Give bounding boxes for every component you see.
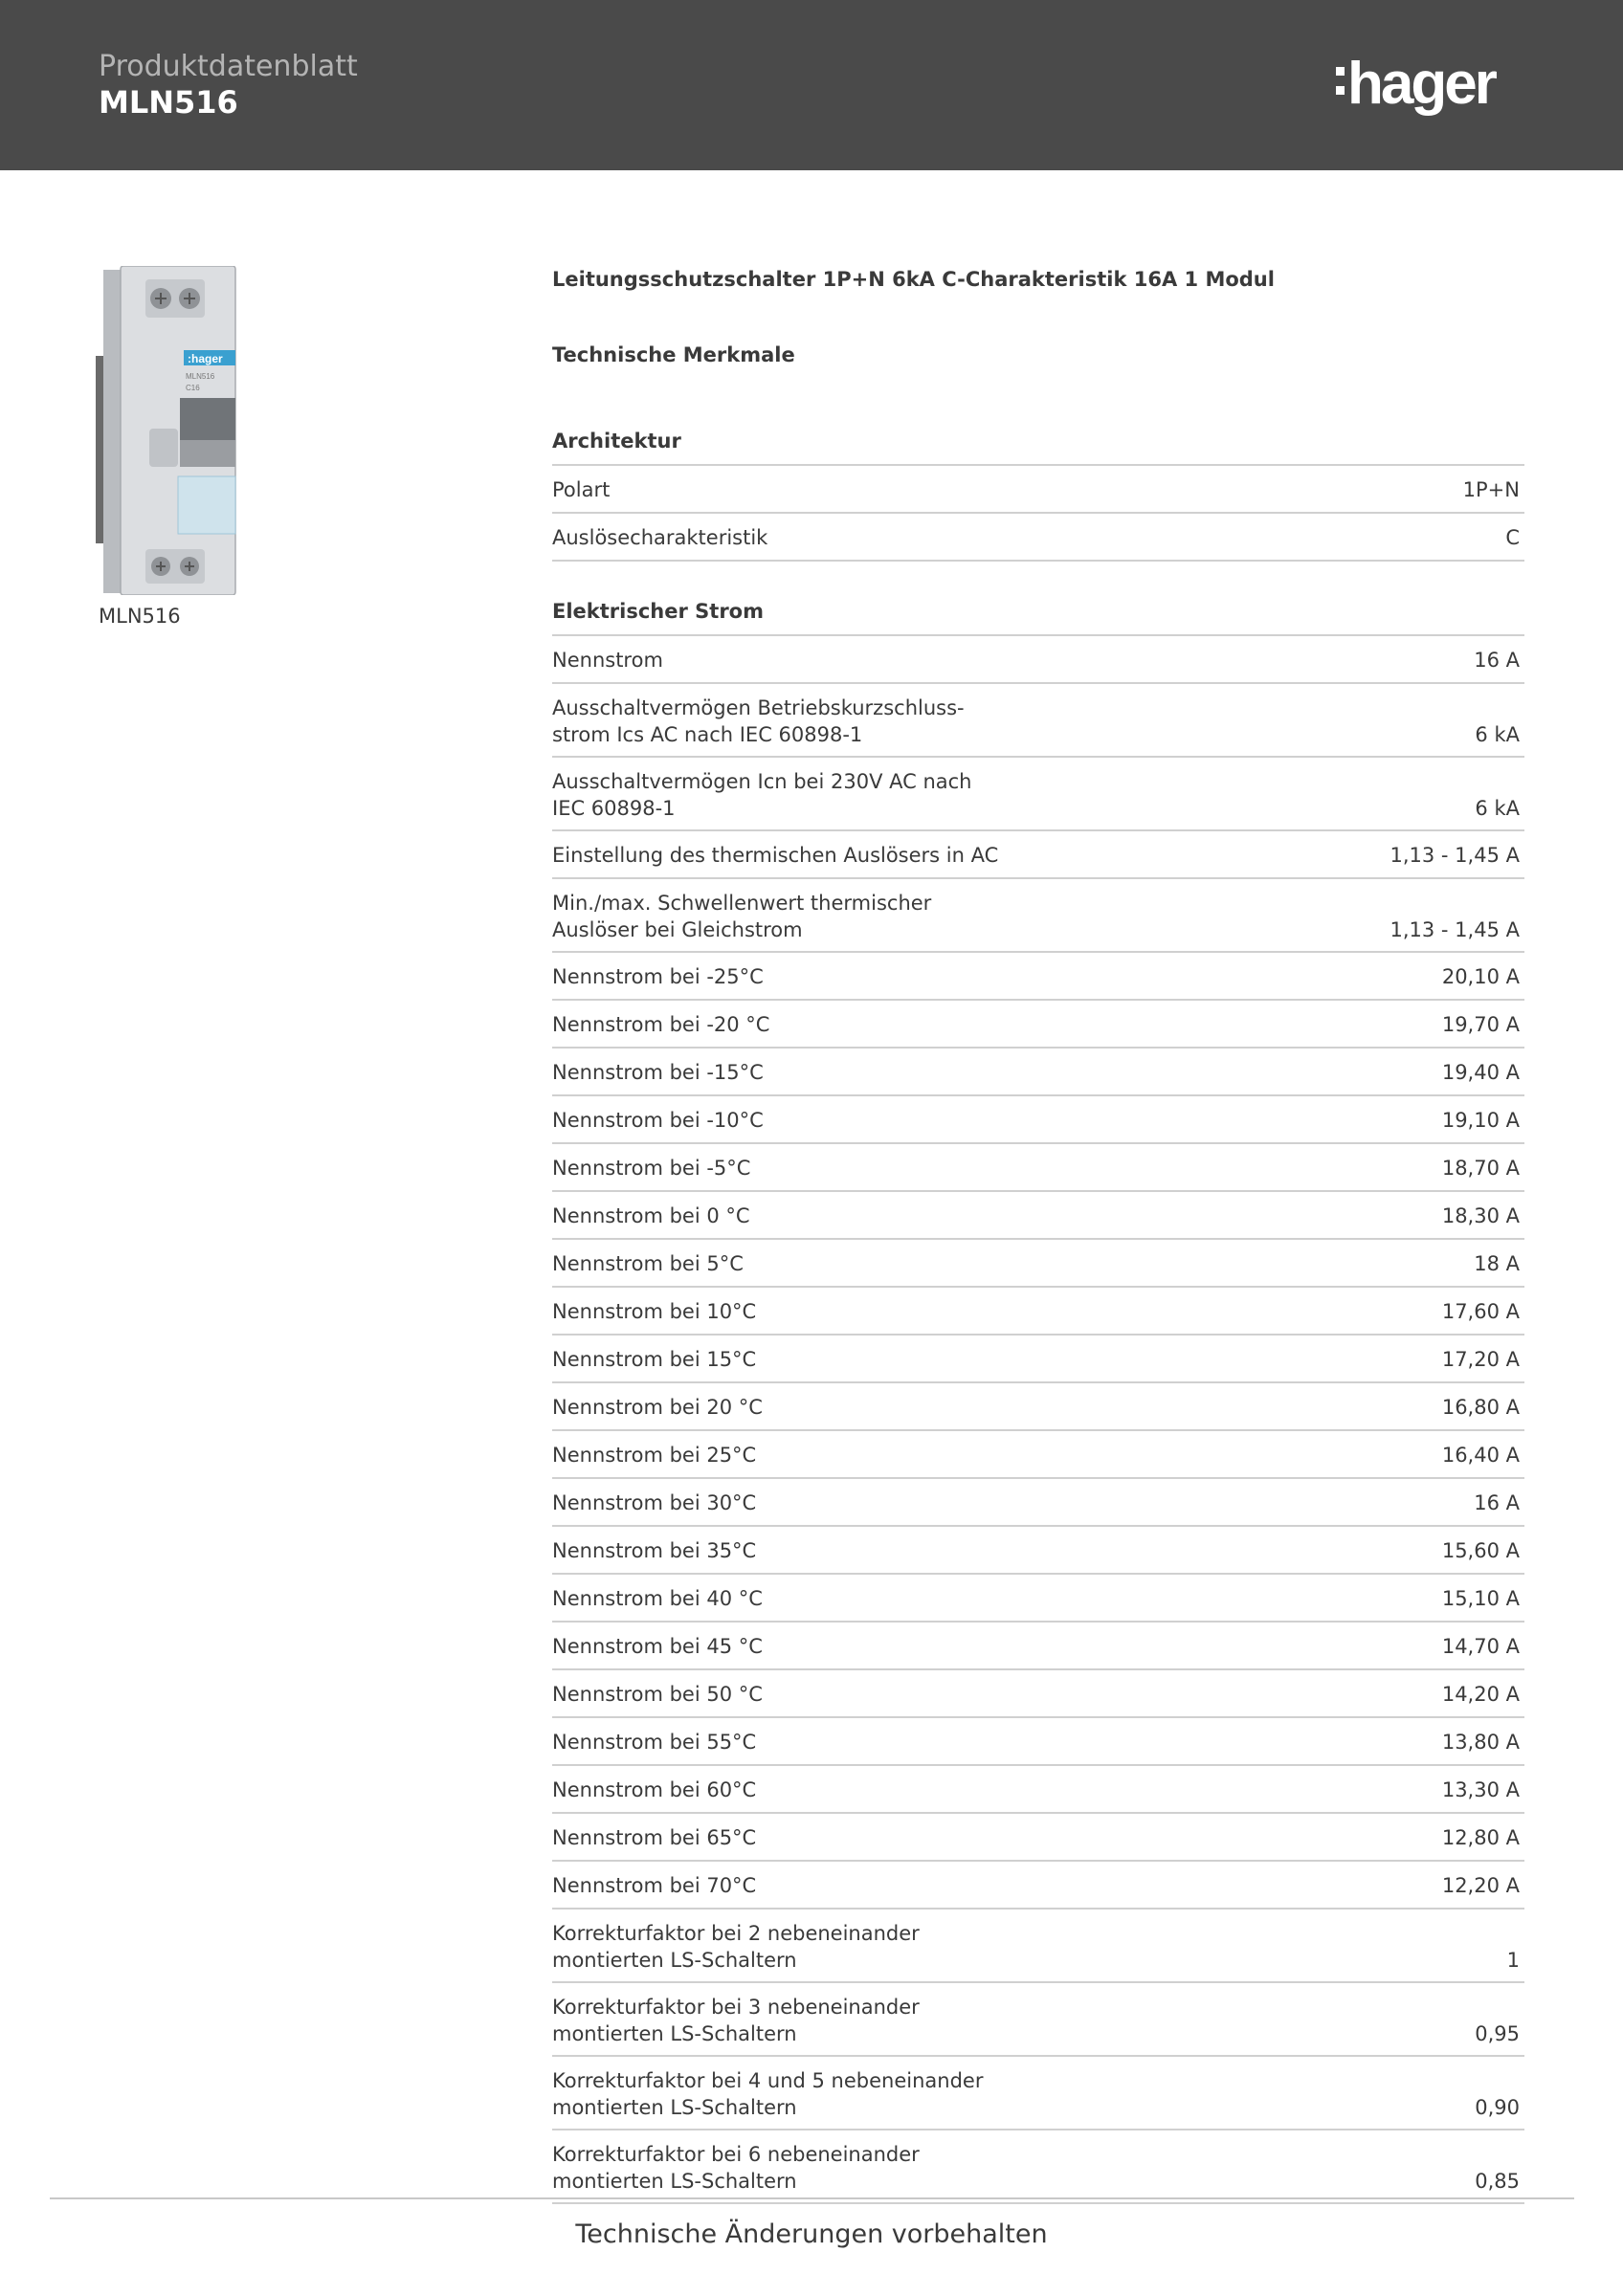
spec-label: Nennstrom bei 40 °C [552, 1587, 763, 1610]
spec-row [552, 1001, 1524, 1049]
spec-value: 6 kA [1475, 723, 1520, 746]
spec-row [552, 1766, 1524, 1814]
spec-value: 6 kA [1475, 797, 1520, 820]
spec-row [552, 1336, 1524, 1383]
spec-row [552, 1814, 1524, 1862]
spec-value: 17,20 A [1441, 1348, 1520, 1371]
spec-value: 14,20 A [1441, 1683, 1520, 1706]
spec-row [552, 1383, 1524, 1431]
footer-note: Technische Änderungen vorbehalten [575, 2219, 1048, 2249]
spec-label: Einstellung des thermischen Auslösers in AC [552, 844, 999, 867]
spec-row [552, 1192, 1524, 1240]
spec-row [552, 636, 1524, 684]
spec-row [552, 1096, 1524, 1144]
spec-value: 18 A [1474, 1252, 1520, 1275]
spec-row [552, 879, 1524, 953]
spec-value: C [1505, 526, 1520, 549]
spec-value: 13,80 A [1441, 1731, 1520, 1754]
spec-value: 1 [1506, 1949, 1520, 1972]
spec-label: Ausschaltvermögen Betriebskurzschluss- strom Ics AC nach IEC 60898-1 [552, 696, 965, 746]
spec-row [552, 684, 1524, 758]
spec-rows [552, 636, 1524, 2204]
spec-label: Auslösecharakteristik [552, 526, 768, 549]
spec-section-heading: Architektur [552, 428, 1524, 466]
spec-row [552, 1240, 1524, 1288]
spec-row [552, 2057, 1524, 2130]
footer-divider [50, 2197, 1574, 2199]
product-image [96, 266, 258, 595]
spec-label: Nennstrom bei 20 °C [552, 1396, 763, 1419]
spec-row [552, 1431, 1524, 1479]
spec-section-heading: Elektrischer Strom [552, 598, 1524, 636]
spec-row [552, 1144, 1524, 1192]
spec-value: 1,13 - 1,45 A [1390, 844, 1520, 867]
spec-row [552, 1862, 1524, 1910]
hager-logo [1332, 46, 1523, 122]
spec-row [552, 1623, 1524, 1670]
spec-label: Nennstrom bei 45 °C [552, 1635, 763, 1658]
spec-label: Nennstrom bei 60°C [552, 1778, 757, 1801]
spec-label: Korrekturfaktor bei 2 nebeneinander montierten LS-Schaltern [552, 1922, 920, 1972]
spec-value: 19,10 A [1441, 1109, 1520, 1132]
device-rating: C16 [186, 384, 200, 392]
spec-label: Nennstrom bei 55°C [552, 1731, 757, 1754]
spec-label: Nennstrom bei 65°C [552, 1826, 757, 1849]
product-title: Leitungsschutzschalter 1P+N 6kA C-Charakteristik 16A 1 Modul [552, 268, 1275, 291]
spec-label: Ausschaltvermögen Icn bei 230V AC nach IEC 60898-1 [552, 770, 972, 820]
spec-value: 18,70 A [1441, 1157, 1520, 1180]
product-image-caption: MLN516 [99, 605, 181, 628]
spec-value: 19,70 A [1441, 1013, 1520, 1036]
spec-label: Nennstrom [552, 649, 663, 672]
spec-value: 12,80 A [1441, 1826, 1520, 1849]
spec-value: 19,40 A [1441, 1061, 1520, 1084]
spec-value: 14,70 A [1441, 1635, 1520, 1658]
hager-logo-text: hager [1347, 51, 1495, 117]
document-type: Produktdatenblatt [99, 50, 358, 83]
spec-row [552, 1718, 1524, 1766]
spec-value: 13,30 A [1441, 1778, 1520, 1801]
spec-value: 0,85 [1475, 2170, 1520, 2193]
spec-section-architektur [552, 428, 1524, 562]
spec-label: Korrekturfaktor bei 4 und 5 nebeneinander montierten LS-Schaltern [552, 2069, 984, 2119]
spec-label: Korrekturfaktor bei 6 nebeneinander montierten LS-Schaltern [552, 2143, 920, 2193]
spec-value: 0,90 [1475, 2096, 1520, 2119]
spec-value: 16 A [1474, 1491, 1520, 1514]
spec-label: Nennstrom bei 5°C [552, 1252, 744, 1275]
device-model: MLN516 [186, 372, 215, 381]
spec-section-elektrischer-strom [552, 598, 1524, 2204]
section-title: Technische Merkmale [552, 343, 795, 366]
spec-label: Nennstrom bei -5°C [552, 1157, 751, 1180]
spec-row [552, 2130, 1524, 2204]
spec-label: Korrekturfaktor bei 3 nebeneinander montierten LS-Schaltern [552, 1996, 920, 2045]
spec-value: 0,95 [1475, 2022, 1520, 2045]
spec-row [552, 953, 1524, 1001]
spec-label: Nennstrom bei 10°C [552, 1300, 757, 1323]
spec-row [552, 1670, 1524, 1718]
spec-row [552, 1575, 1524, 1623]
spec-row [552, 1288, 1524, 1336]
spec-row [552, 831, 1524, 879]
spec-label: Nennstrom bei -20 °C [552, 1013, 770, 1036]
spec-value: 16 A [1474, 649, 1520, 672]
spec-label: Nennstrom bei -10°C [552, 1109, 764, 1132]
spec-row [552, 1527, 1524, 1575]
spec-value: 1P+N [1462, 478, 1520, 501]
spec-value: 16,80 A [1441, 1396, 1520, 1419]
spec-row [552, 758, 1524, 831]
spec-label: Nennstrom bei 25°C [552, 1444, 757, 1467]
spec-value: 1,13 - 1,45 A [1390, 918, 1520, 941]
spec-value: 17,60 A [1441, 1300, 1520, 1323]
spec-value: 15,60 A [1441, 1539, 1520, 1562]
spec-label: Nennstrom bei -25°C [552, 965, 764, 988]
spec-label: Nennstrom bei 15°C [552, 1348, 757, 1371]
spec-row [552, 1910, 1524, 1983]
spec-rows [552, 466, 1524, 562]
spec-value: 12,20 A [1441, 1874, 1520, 1897]
spec-label: Nennstrom bei 30°C [552, 1491, 757, 1514]
spec-row [552, 1049, 1524, 1096]
device-brand: :hager [188, 352, 223, 365]
spec-label: Polart [552, 478, 611, 501]
spec-value: 20,10 A [1441, 965, 1520, 988]
document-id: MLN516 [99, 84, 238, 121]
spec-row [552, 1479, 1524, 1527]
page-header [0, 0, 1623, 170]
spec-value: 15,10 A [1441, 1587, 1520, 1610]
spec-label: Nennstrom bei 0 °C [552, 1204, 750, 1227]
spec-row [552, 466, 1524, 514]
spec-value: 18,30 A [1441, 1204, 1520, 1227]
spec-label: Nennstrom bei -15°C [552, 1061, 764, 1084]
spec-label: Nennstrom bei 50 °C [552, 1683, 763, 1706]
spec-row [552, 1983, 1524, 2057]
spec-label: Min./max. Schwellenwert thermischer Auslöser bei Gleichstrom [552, 892, 932, 941]
spec-row [552, 514, 1524, 562]
spec-label: Nennstrom bei 70°C [552, 1874, 757, 1897]
spec-label: Nennstrom bei 35°C [552, 1539, 757, 1562]
spec-value: 16,40 A [1441, 1444, 1520, 1467]
